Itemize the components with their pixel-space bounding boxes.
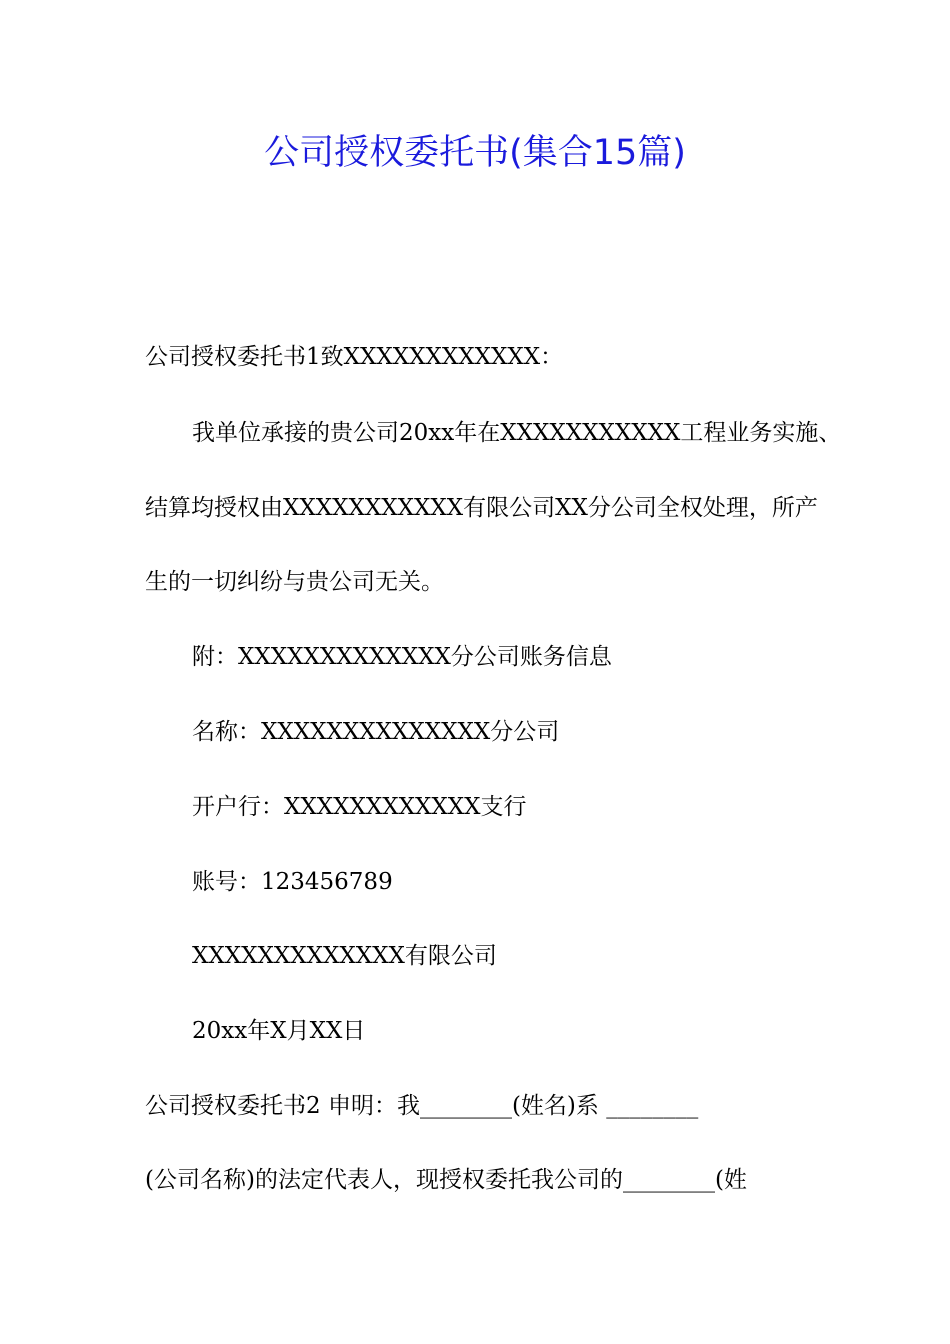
document-title: 公司授权委托书(集合15篇)	[264, 133, 686, 173]
date-line: 20xx年X月XX日	[192, 1018, 366, 1044]
attachment-line: 附：XXXXXXXXXXXXX分公司账务信息	[192, 644, 612, 670]
paragraph-line: 生的一切纠纷与贵公司无关。	[145, 569, 444, 595]
paragraph-line: (公司名称)的法定代表人，现授权委托我公司的________(姓	[145, 1167, 747, 1193]
section-2-heading: 公司授权委托书2 申明：我________(姓名)系 ________	[145, 1093, 699, 1119]
section-1-heading: 公司授权委托书1致XXXXXXXXXXXX：	[145, 344, 564, 370]
paragraph-line: 我单位承接的贵公司20xx年在XXXXXXXXXXX工程业务实施、	[192, 420, 842, 446]
paragraph-line: 结算均授权由XXXXXXXXXXX有限公司XX分公司全权处理，所产	[145, 495, 818, 521]
company-signature-line: XXXXXXXXXXXXX有限公司	[192, 943, 497, 969]
bank-line: 开户行：XXXXXXXXXXXX支行	[192, 794, 527, 820]
account-number-line: 账号：123456789	[192, 869, 393, 895]
account-name-line: 名称：XXXXXXXXXXXXXX分公司	[192, 719, 560, 745]
